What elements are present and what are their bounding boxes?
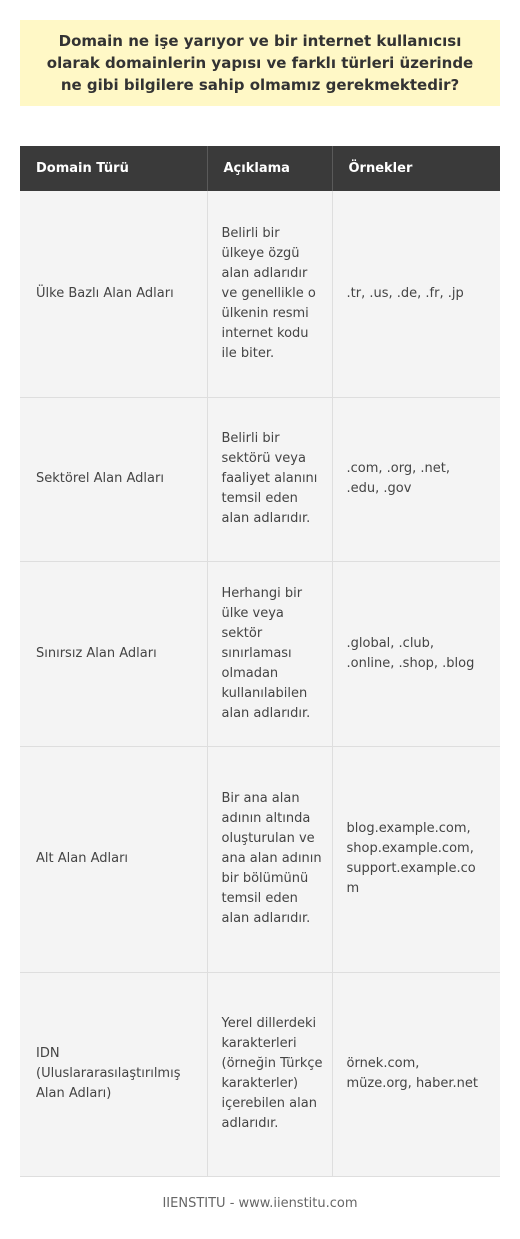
title-banner — [20, 20, 500, 106]
footer-credit: IIENSTITU - www.iienstitu.com — [162, 1196, 358, 1211]
cell-description: Yerel dillerdeki karakterleri (örneğin Türkçe karakterler) içerebilen alan adlarıdır. — [207, 972, 332, 1176]
cell-description: Belirli bir sektörü veya faaliyet alanını temsil eden alan adlarıdır. — [207, 397, 332, 561]
cell-domain-type: Ülke Bazlı Alan Adları — [20, 191, 207, 397]
column-header-description: Açıklama — [207, 146, 332, 191]
table-header-row — [20, 146, 500, 191]
table-row — [20, 746, 500, 972]
cell-examples: .com, .org, .net, .edu, .gov — [332, 397, 500, 561]
cell-domain-type: Alt Alan Adları — [20, 746, 207, 972]
page-title: Domain ne işe yarıyor ve bir internet kullanıcısı olarak domainlerin yapısı ve farklı türleri üzerinde ne gibi bilgilere sahip olmamız gerekmektedir? — [46, 32, 474, 94]
table-row — [20, 191, 500, 397]
cell-examples: .global, .club, .online, .shop, .blog — [332, 561, 500, 746]
table-row — [20, 972, 500, 1176]
cell-description: Belirli bir ülkeye özgü alan adlarıdır ve genellikle o ülkenin resmi internet kodu ile biter. — [207, 191, 332, 397]
table-row — [20, 397, 500, 561]
cell-examples: örnek.com, müze.org, haber.net — [332, 972, 500, 1176]
table-row — [20, 561, 500, 746]
cell-examples: blog.example.com, shop.example.com, support.example.com — [332, 746, 500, 972]
domain-types-table — [20, 146, 500, 1177]
cell-domain-type: Sektörel Alan Adları — [20, 397, 207, 561]
cell-description: Bir ana alan adının altında oluşturulan ve ana alan adının bir bölümünü temsil eden alan adlarıdır. — [207, 746, 332, 972]
column-header-domain-type: Domain Türü — [20, 146, 207, 191]
cell-description: Herhangi bir ülke veya sektör sınırlaması olmadan kullanılabilen alan adlarıdır. — [207, 561, 332, 746]
column-header-examples: Örnekler — [332, 146, 500, 191]
cell-domain-type: Sınırsız Alan Adları — [20, 561, 207, 746]
cell-examples: .tr, .us, .de, .fr, .jp — [332, 191, 500, 397]
cell-domain-type: IDN (Uluslararasılaştırılmış Alan Adları) — [20, 972, 207, 1176]
